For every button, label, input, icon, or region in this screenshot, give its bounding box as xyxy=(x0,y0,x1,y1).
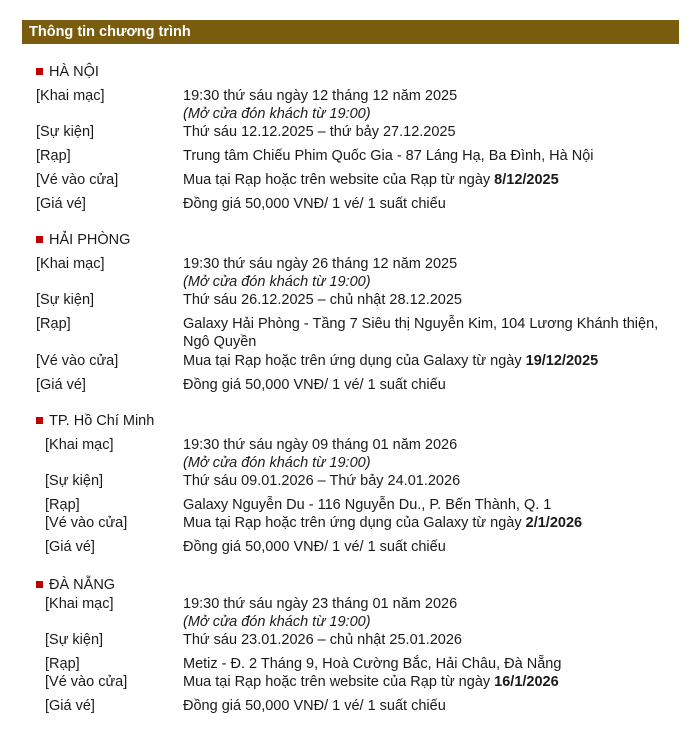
price-value: Đồng giá 50,000 VNĐ/ 1 vé/ 1 suất chiếu xyxy=(183,539,446,555)
city-name: HÀ NỘI xyxy=(49,64,99,80)
city-name: TP. Hồ Chí Minh xyxy=(49,413,155,429)
tickets-text: Mua tại Rạp hoặc trên ứng dụng của Galaxy từ ngày xyxy=(183,515,526,531)
event-dates: Thứ sáu 12.12.2025 – thứ bảy 27.12.2025 xyxy=(183,124,456,140)
price-label: [Giá vé] xyxy=(36,377,86,393)
city-name: HẢI PHÒNG xyxy=(49,232,131,248)
venue-label: [Rạp] xyxy=(45,656,80,672)
tickets-label: [Vé vào cửa] xyxy=(45,515,128,531)
tickets-date: 8/12/2025 xyxy=(494,172,559,188)
price-value: Đồng giá 50,000 VNĐ/ 1 vé/ 1 suất chiếu xyxy=(183,377,446,393)
tickets-label: [Vé vào cửa] xyxy=(36,172,119,188)
venue-label: [Rạp] xyxy=(45,497,80,513)
opening-note: (Mở cửa đón khách từ 19:00) xyxy=(183,274,371,290)
event-label: [Sự kiện] xyxy=(45,473,104,489)
section-header xyxy=(22,20,679,44)
tickets-date: 2/1/2026 xyxy=(525,515,583,531)
opening-label: [Khai mạc] xyxy=(45,437,114,453)
tickets-info xyxy=(183,352,598,370)
tickets-text: Mua tại Rạp hoặc trên website của Rạp từ ngày xyxy=(183,172,495,188)
red-square-bullet-icon xyxy=(36,581,43,588)
price-label: [Giá vé] xyxy=(45,698,95,714)
city-heading-haiphong xyxy=(36,231,130,249)
red-square-bullet-icon xyxy=(36,236,43,243)
opening-note: (Mở cửa đón khách từ 19:00) xyxy=(183,455,371,471)
city-name: ĐÀ NẴNG xyxy=(49,577,116,593)
opening-time: 19:30 thứ sáu ngày 26 tháng 12 năm 2025 xyxy=(183,256,458,272)
tickets-info xyxy=(183,673,559,691)
venue-address: Trung tâm Chiếu Phim Quốc Gia - 87 Láng Hạ, Ba Đình, Hà Nội xyxy=(183,148,594,164)
tickets-label: [Vé vào cửa] xyxy=(45,674,128,690)
venue-address: Metiz - Đ. 2 Tháng 9, Hoà Cường Bắc, Hải Châu, Đà Nẵng xyxy=(183,656,562,672)
tickets-label: [Vé vào cửa] xyxy=(36,353,119,369)
tickets-text: Mua tại Rạp hoặc trên website của Rạp từ ngày xyxy=(183,674,495,690)
venue-address: Galaxy Nguyễn Du - 116 Nguyễn Du., P. Bến Thành, Q. 1 xyxy=(183,497,552,513)
price-value: Đồng giá 50,000 VNĐ/ 1 vé/ 1 suất chiếu xyxy=(183,698,446,714)
price-label: [Giá vé] xyxy=(45,539,95,555)
red-square-bullet-icon xyxy=(36,417,43,424)
tickets-date: 16/1/2026 xyxy=(494,674,559,690)
opening-time: 19:30 thứ sáu ngày 23 tháng 01 năm 2026 xyxy=(183,596,458,612)
city-heading-hcmc xyxy=(36,412,154,430)
red-square-bullet-icon xyxy=(36,68,43,75)
opening-note: (Mở cửa đón khách từ 19:00) xyxy=(183,614,371,630)
section-title: Thông tin chương trình xyxy=(29,24,191,40)
venue-label: [Rạp] xyxy=(36,316,71,332)
venue-address: Galaxy Hải Phòng - Tầng 7 Siêu thị Nguyễn Kim, 104 Lương Khánh thiện, Ngô Quyền xyxy=(183,316,659,350)
event-dates: Thứ sáu 26.12.2025 – chủ nhật 28.12.2025 xyxy=(183,292,462,308)
opening-time: 19:30 thứ sáu ngày 09 tháng 01 năm 2026 xyxy=(183,437,458,453)
event-label: [Sự kiện] xyxy=(36,292,95,308)
tickets-text: Mua tại Rạp hoặc trên ứng dụng của Galaxy từ ngày xyxy=(183,353,526,369)
city-heading-danang xyxy=(36,576,115,594)
tickets-info xyxy=(183,514,582,532)
price-value: Đồng giá 50,000 VNĐ/ 1 vé/ 1 suất chiếu xyxy=(183,196,446,212)
city-heading-hanoi xyxy=(36,63,99,81)
event-dates: Thứ sáu 23.01.2026 – chủ nhật 25.01.2026 xyxy=(183,632,462,648)
opening-note: (Mở cửa đón khách từ 19:00) xyxy=(183,106,371,122)
event-label: [Sự kiện] xyxy=(36,124,95,140)
tickets-date: 19/12/2025 xyxy=(525,353,599,369)
opening-label: [Khai mạc] xyxy=(45,596,114,612)
price-label: [Giá vé] xyxy=(36,196,86,212)
tickets-info xyxy=(183,171,559,189)
venue-label: [Rạp] xyxy=(36,148,71,164)
event-label: [Sự kiện] xyxy=(45,632,104,648)
event-dates: Thứ sáu 09.01.2026 – Thứ bảy 24.01.2026 xyxy=(183,473,461,489)
opening-label: [Khai mạc] xyxy=(36,88,105,104)
opening-label: [Khai mạc] xyxy=(36,256,105,272)
opening-time: 19:30 thứ sáu ngày 12 tháng 12 năm 2025 xyxy=(183,88,458,104)
